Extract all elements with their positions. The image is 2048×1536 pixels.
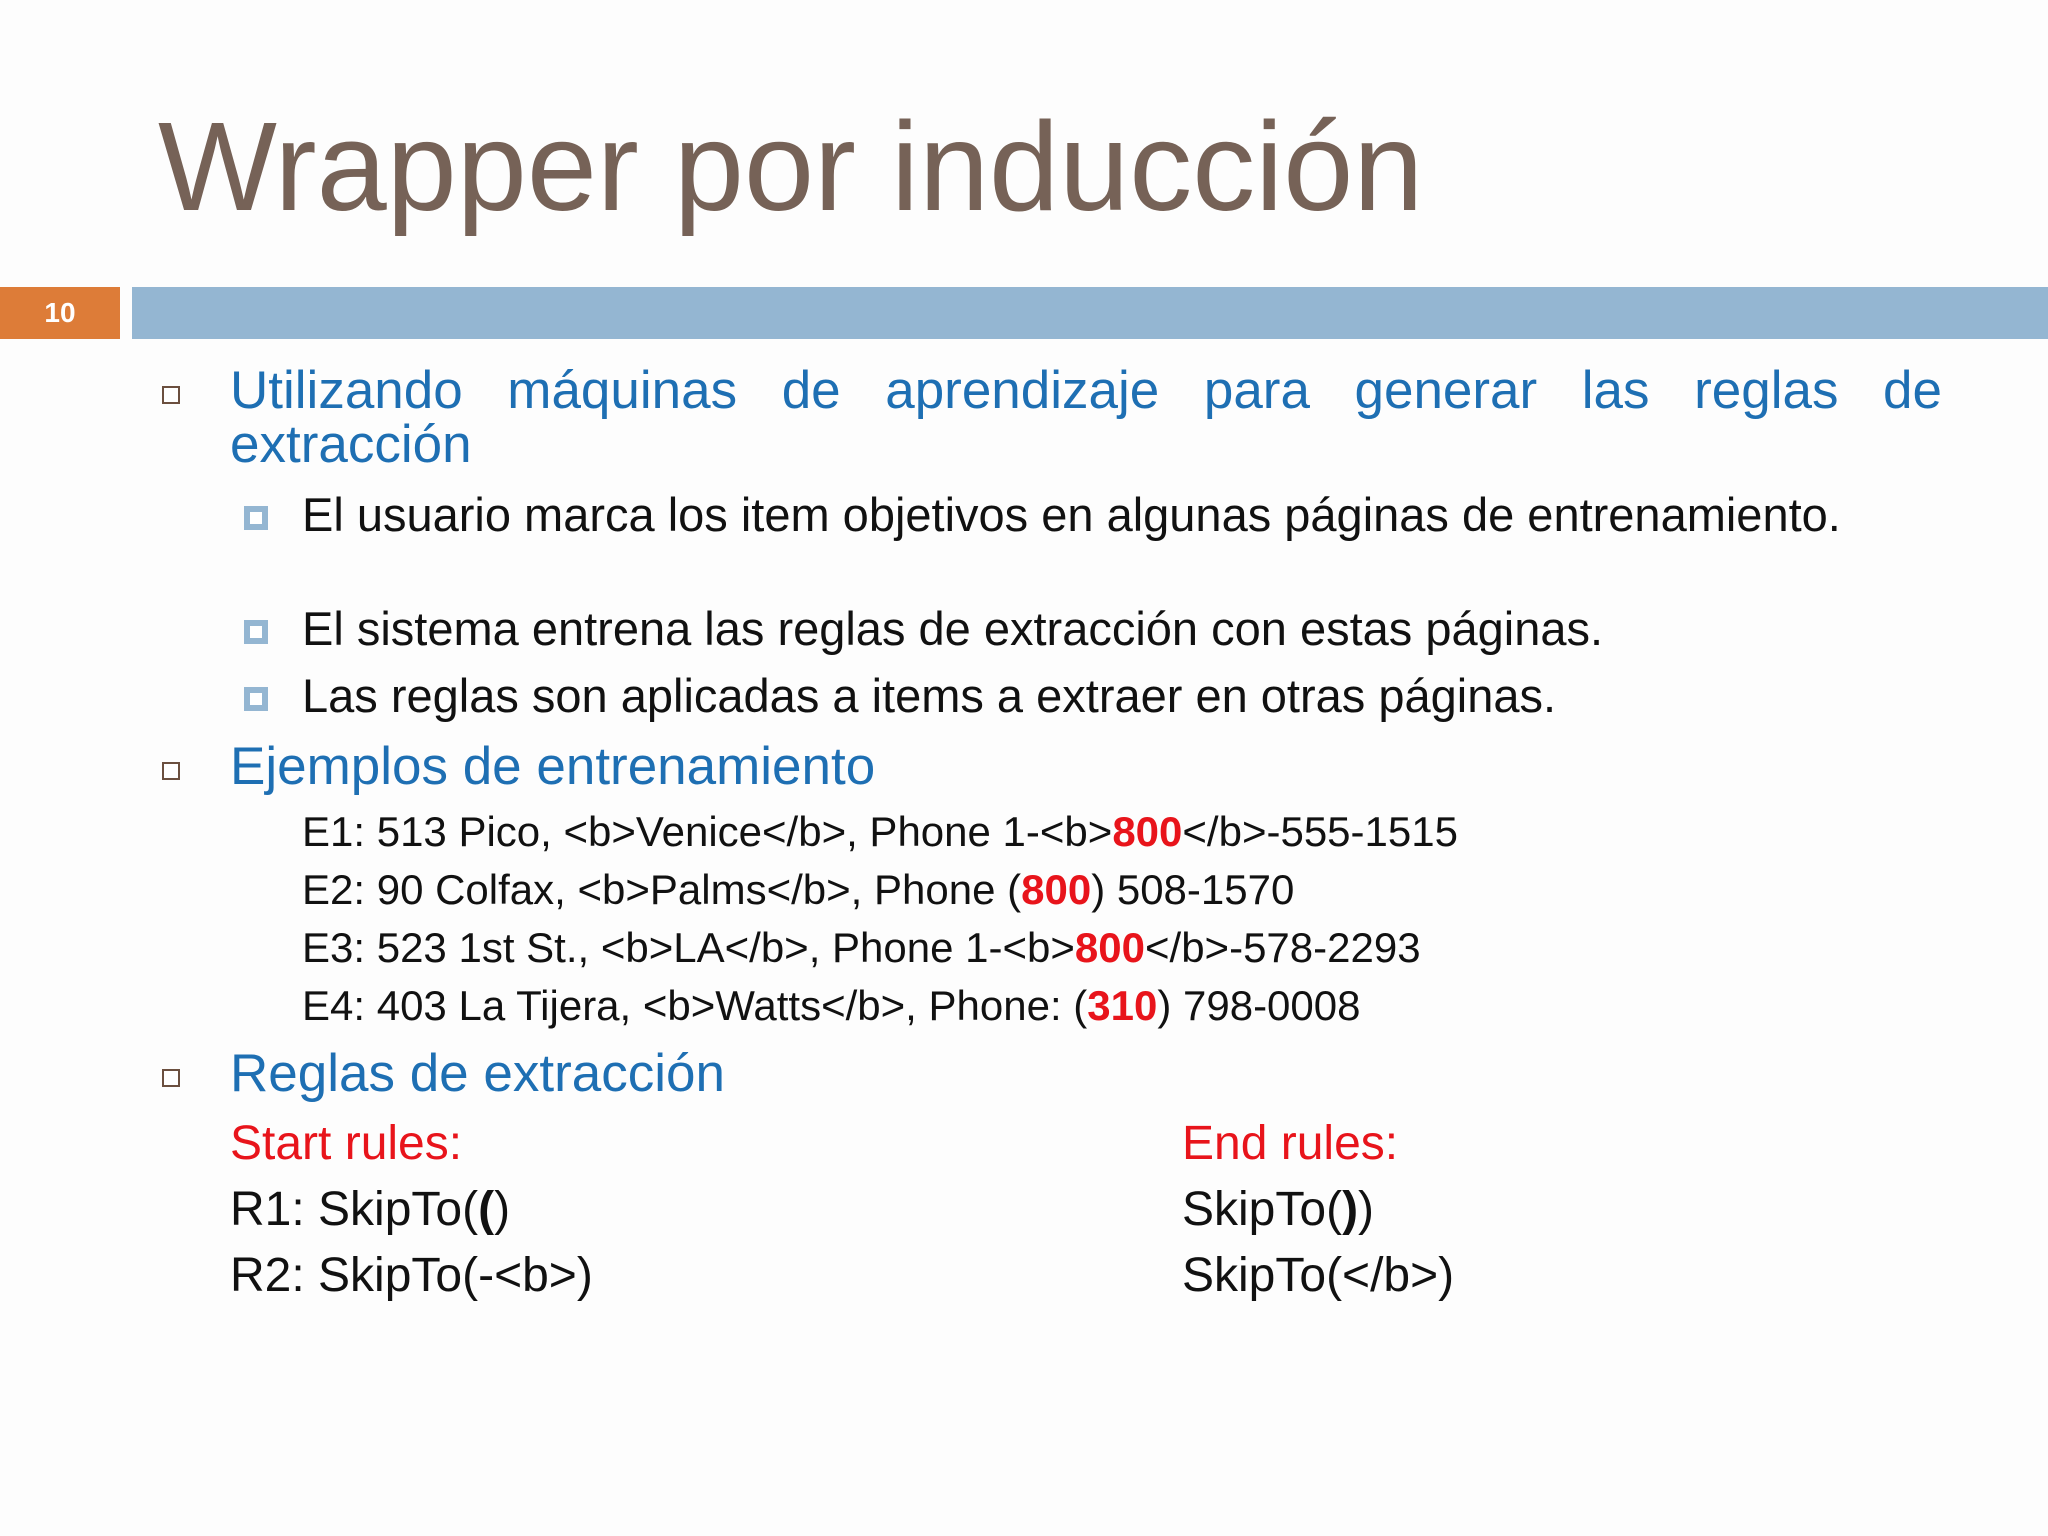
title-accent-bar xyxy=(132,287,2048,339)
hollow-square-bullet-icon xyxy=(162,762,180,780)
filled-square-bullet-icon xyxy=(244,506,268,530)
example-line: E3: 523 1st St., <b>LA</b>, Phone 1-<b>800</b>-578-2293 xyxy=(302,924,1421,971)
sub-bullet-1: El usuario marca los item objetivos en algunas páginas de entrenamiento. xyxy=(302,488,1841,541)
slide-number: 10 xyxy=(0,287,120,339)
bullet-heading-3: Reglas de extracción xyxy=(230,1044,725,1103)
start-rule: R2: SkipTo(-<b>) xyxy=(230,1249,593,1302)
end-rules-label: End rules: xyxy=(1182,1117,1399,1170)
start-rule: R1: SkipTo(() xyxy=(230,1183,511,1236)
filled-square-bullet-icon xyxy=(244,620,268,644)
example-line: E1: 513 Pico, <b>Venice</b>, Phone 1-<b>800</b>-555-1515 xyxy=(302,808,1458,855)
hollow-square-bullet-icon xyxy=(162,1069,180,1087)
hollow-square-bullet-icon xyxy=(162,386,180,404)
start-rules-label: Start rules: xyxy=(230,1117,463,1170)
bullet-heading-2: Ejemplos de entrenamiento xyxy=(230,737,876,796)
slide-title: Wrapper por inducción xyxy=(158,96,1424,237)
sub-bullet-3: Las reglas son aplicadas a items a extraer en otras páginas. xyxy=(302,669,1557,722)
example-line: E2: 90 Colfax, <b>Palms</b>, Phone (800) 508-1570 xyxy=(302,866,1295,913)
filled-square-bullet-icon xyxy=(244,687,268,711)
end-rule: SkipTo(</b>) xyxy=(1182,1249,1455,1302)
end-rule: SkipTo()) xyxy=(1182,1183,1375,1236)
example-line: E4: 403 La Tijera, <b>Watts</b>, Phone: (310) 798-0008 xyxy=(302,982,1361,1029)
bullet-heading-1: Utilizando máquinas de aprendizaje para generar las reglas de extracción xyxy=(230,361,1942,474)
sub-bullet-2: El sistema entrena las reglas de extracción con estas páginas. xyxy=(302,602,1604,655)
